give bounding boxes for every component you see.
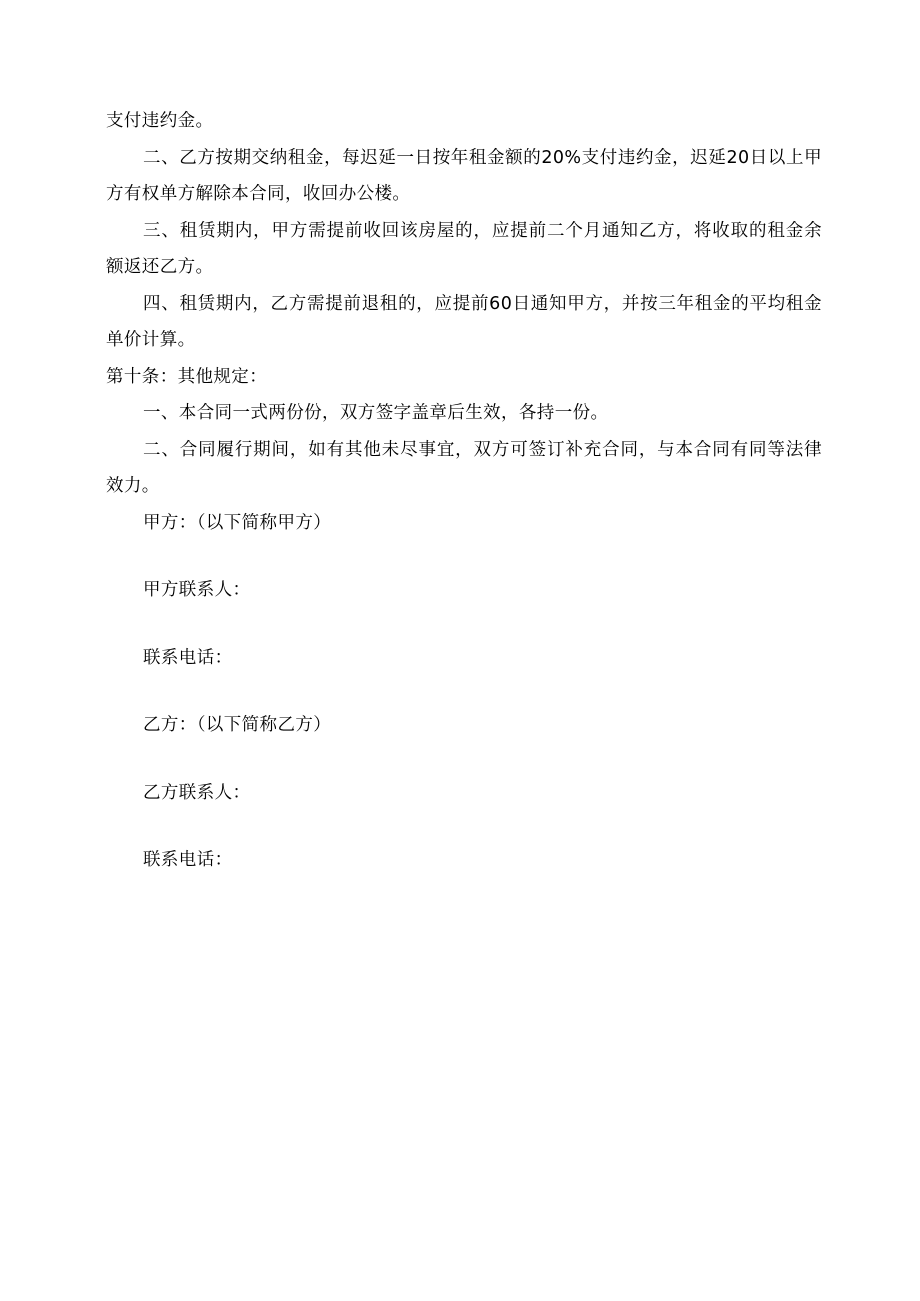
signature-party-b: 乙方：（以下简称乙方） xyxy=(143,715,332,735)
paragraph-other-1: 一、本合同一式两份份，双方签字盖章后生效，各持一份。 xyxy=(143,403,609,423)
signature-party-b-contact: 乙方联系人： xyxy=(143,782,251,803)
paragraph-penalty-tail: 支付违约金。 xyxy=(106,111,214,131)
signature-party-a-contact: 甲方联系人： xyxy=(143,580,251,600)
signature-party-a: 甲方：（以下简称甲方） xyxy=(143,512,332,533)
signature-party-a-phone: 联系电话： xyxy=(143,647,233,668)
paragraph-other-2: 二、合同履行期间，如有其他未尽事宜，双方可签订补充合同，与本合同有同等法律效力。 xyxy=(106,439,822,496)
paragraph-clause-3: 三、租赁期内，甲方需提前收回该房屋的，应提前二个月通知乙方，将收取的租金余额返还乙方。 xyxy=(106,220,822,277)
section-heading-article-10: 第十条：其他规定： xyxy=(106,366,268,387)
paragraph-clause-2: 二、乙方按期交纳租金，每迟延一日按年租金额的20%支付违约金，迟延20日以上甲方有权单方解除本合同，收回办公楼。 xyxy=(106,147,822,204)
signature-party-b-phone: 联系电话： xyxy=(143,850,233,870)
contract-body xyxy=(106,103,822,879)
paragraph-clause-4: 四、租赁期内，乙方需提前退租的，应提前60日通知甲方，并按三年租金的平均租金单价计算。 xyxy=(106,293,822,350)
